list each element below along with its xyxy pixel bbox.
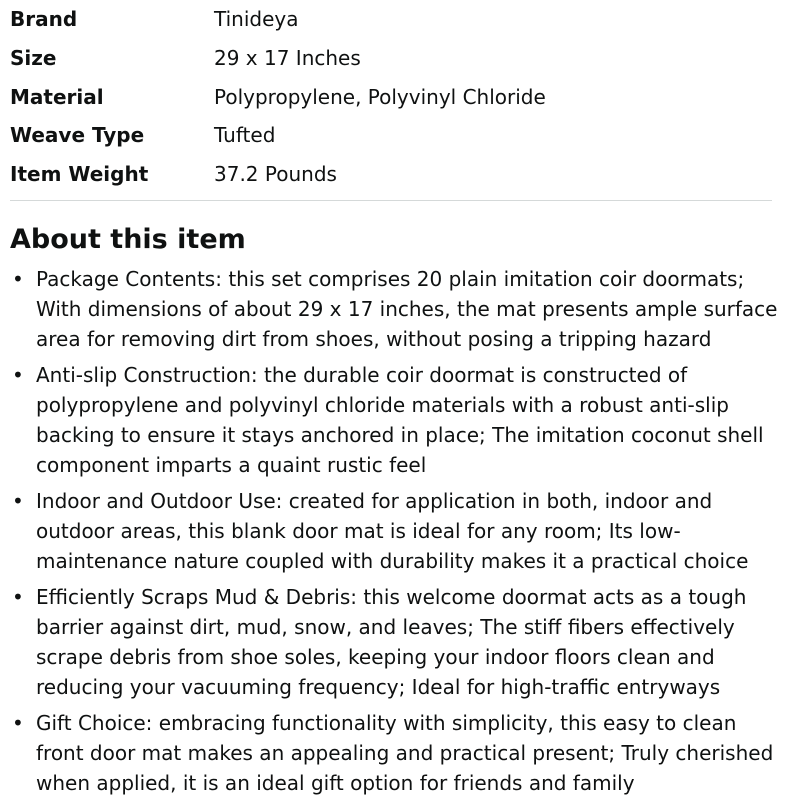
spec-label: Size	[10, 46, 57, 71]
list-item	[10, 708, 780, 798]
spec-row-item-weight	[10, 155, 772, 194]
spec-label: Brand	[10, 7, 78, 32]
bullet-icon: •	[12, 711, 24, 735]
bullet-text: Gift Choice: embracing functionality with simplicity, this easy to clean front door mat makes an appealing and practical present; Truly cherished when applied, it is an ideal gift option for friends and family	[36, 711, 774, 795]
spec-value: Tufted	[214, 123, 276, 148]
bullet-icon: •	[12, 489, 24, 513]
bullet-icon: •	[12, 363, 24, 387]
bullet-text: Anti-slip Construction: the durable coir doormat is constructed of polypropylene and polyvinyl chloride materials with a robust anti-slip backing to ensure it stays anchored in place; The imitation coconut shell component imparts a quaint rustic feel	[36, 363, 764, 477]
spec-row-material	[10, 77, 772, 116]
spec-value: 29 x 17 Inches	[214, 46, 361, 71]
section-divider	[10, 200, 772, 201]
spec-value: Polypropylene, Polyvinyl Chloride	[214, 84, 546, 109]
bullet-icon: •	[12, 585, 24, 609]
product-specs-table	[10, 0, 772, 193]
spec-row-weave-type	[10, 116, 772, 155]
bullet-text: Package Contents: this set comprises 20 plain imitation coir doormats; With dimensions of about 29 x 17 inches, the mat presents ample surface area for removing dirt from shoes, without posing a tripping hazard	[36, 267, 778, 351]
about-bullet-list	[10, 264, 780, 804]
bullet-icon: •	[12, 267, 24, 291]
spec-row-size	[10, 39, 772, 78]
spec-label: Weave Type	[10, 123, 145, 148]
list-item	[10, 486, 780, 576]
list-item	[10, 360, 780, 480]
list-item	[10, 582, 780, 702]
spec-label: Item Weight	[10, 162, 149, 187]
spec-row-brand	[10, 0, 772, 39]
bullet-text: Efficiently Scraps Mud & Debris: this welcome doormat acts as a tough barrier against dirt, mud, snow, and leaves; The stiff fibers effectively scrape debris from shoe soles, keeping your indoor floors clean and reducing your vacuuming frequency; Ideal for high-traffic entryways	[36, 585, 747, 699]
spec-value: 37.2 Pounds	[214, 162, 337, 187]
spec-label: Material	[10, 84, 104, 109]
bullet-text: Indoor and Outdoor Use: created for application in both, indoor and outdoor areas, this blank door mat is ideal for any room; Its low-maintenance nature coupled with durability makes it a practical choice	[36, 489, 749, 573]
spec-value: Tinideya	[214, 7, 299, 32]
about-this-item-heading: About this item	[10, 224, 246, 255]
list-item	[10, 264, 780, 354]
